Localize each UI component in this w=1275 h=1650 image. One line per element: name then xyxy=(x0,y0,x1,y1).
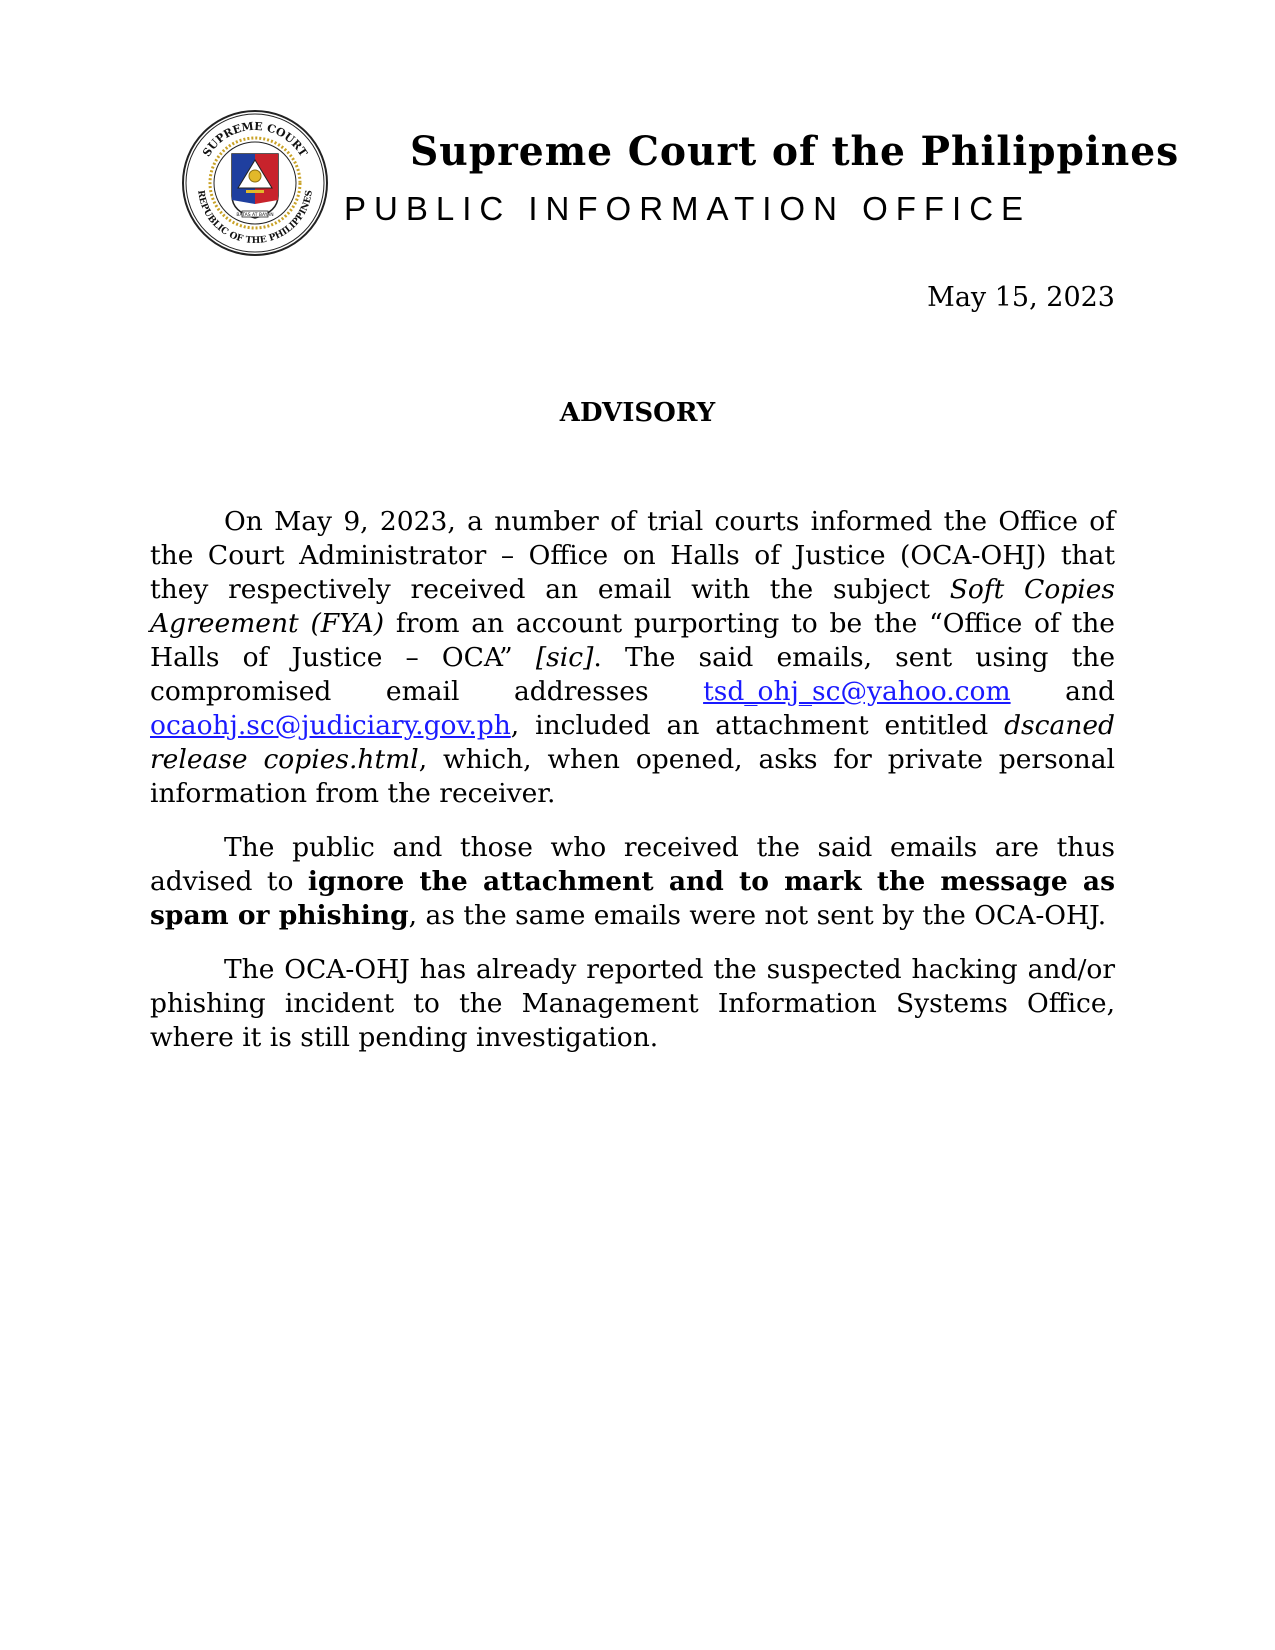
paragraph-incident-text-4: and xyxy=(1010,676,1115,707)
paragraph-advice xyxy=(150,831,1115,933)
paragraph-report xyxy=(150,953,1115,1055)
paragraph-report-text: The OCA-OHJ has already reported the suspected hacking and/or phishing incident to the Management Information Systems Office, where it is still pending investigation. xyxy=(150,954,1115,1053)
paragraph-advice-text-1: The public and those who received the said emails are thus advised to xyxy=(150,832,1115,897)
court-name: Supreme Court of the Philippines xyxy=(410,128,1180,175)
advisory-date: May 15, 2023 xyxy=(927,282,1115,313)
paragraph-incident-text-6: , which, when opened, asks for private personal information from the receiver. xyxy=(150,744,1115,809)
paragraph-incident-text-1: On May 9, 2023, a number of trial courts informed the Office of the Court Administrator – Office on Halls of Justice (OCA-OHJ) that they respectively received an email with the subject xyxy=(150,506,1115,605)
paragraph-incident-text-3: . The said emails, sent using the compromised email addresses xyxy=(150,642,1115,707)
sic-note: [sic] xyxy=(535,642,594,673)
email-subject: Soft Copies Agreement (FYA) xyxy=(150,574,1116,639)
paragraph-incident-text-2: from an account purporting to be the “Office of the Halls of Justice – OCA” xyxy=(150,608,1115,673)
email-link-yahoo[interactable]: tsd_ohj_sc@yahoo.com xyxy=(703,676,1011,707)
paragraph-incident-text-5: , included an attachment entitled xyxy=(510,710,1005,741)
advice-emphasis: ignore the attachment and to mark the message as spam or phishing xyxy=(150,866,1115,931)
seal-graphic xyxy=(180,108,330,258)
seal-top-text: SUPREME COURT xyxy=(200,119,310,159)
office-name: PUBLIC INFORMATION OFFICE xyxy=(344,190,1032,227)
advisory-title: ADVISORY xyxy=(559,398,716,428)
supreme-court-seal xyxy=(180,108,330,258)
paragraph-incident xyxy=(150,505,1115,811)
seal-bottom-text: REPUBLIC OF THE PHILIPPINES xyxy=(195,189,315,247)
attachment-name: dscaned release copies.html xyxy=(150,710,1115,775)
advisory-body xyxy=(150,505,1115,1075)
paragraph-advice-text-2: , as the same emails were not sent by the OCA-OHJ. xyxy=(408,900,1107,931)
letterhead xyxy=(0,0,1275,260)
email-link-judiciary[interactable]: ocaohj.sc@judiciary.gov.ph xyxy=(150,710,511,741)
seal-motto: BATAS AT BAYAN xyxy=(236,213,274,218)
